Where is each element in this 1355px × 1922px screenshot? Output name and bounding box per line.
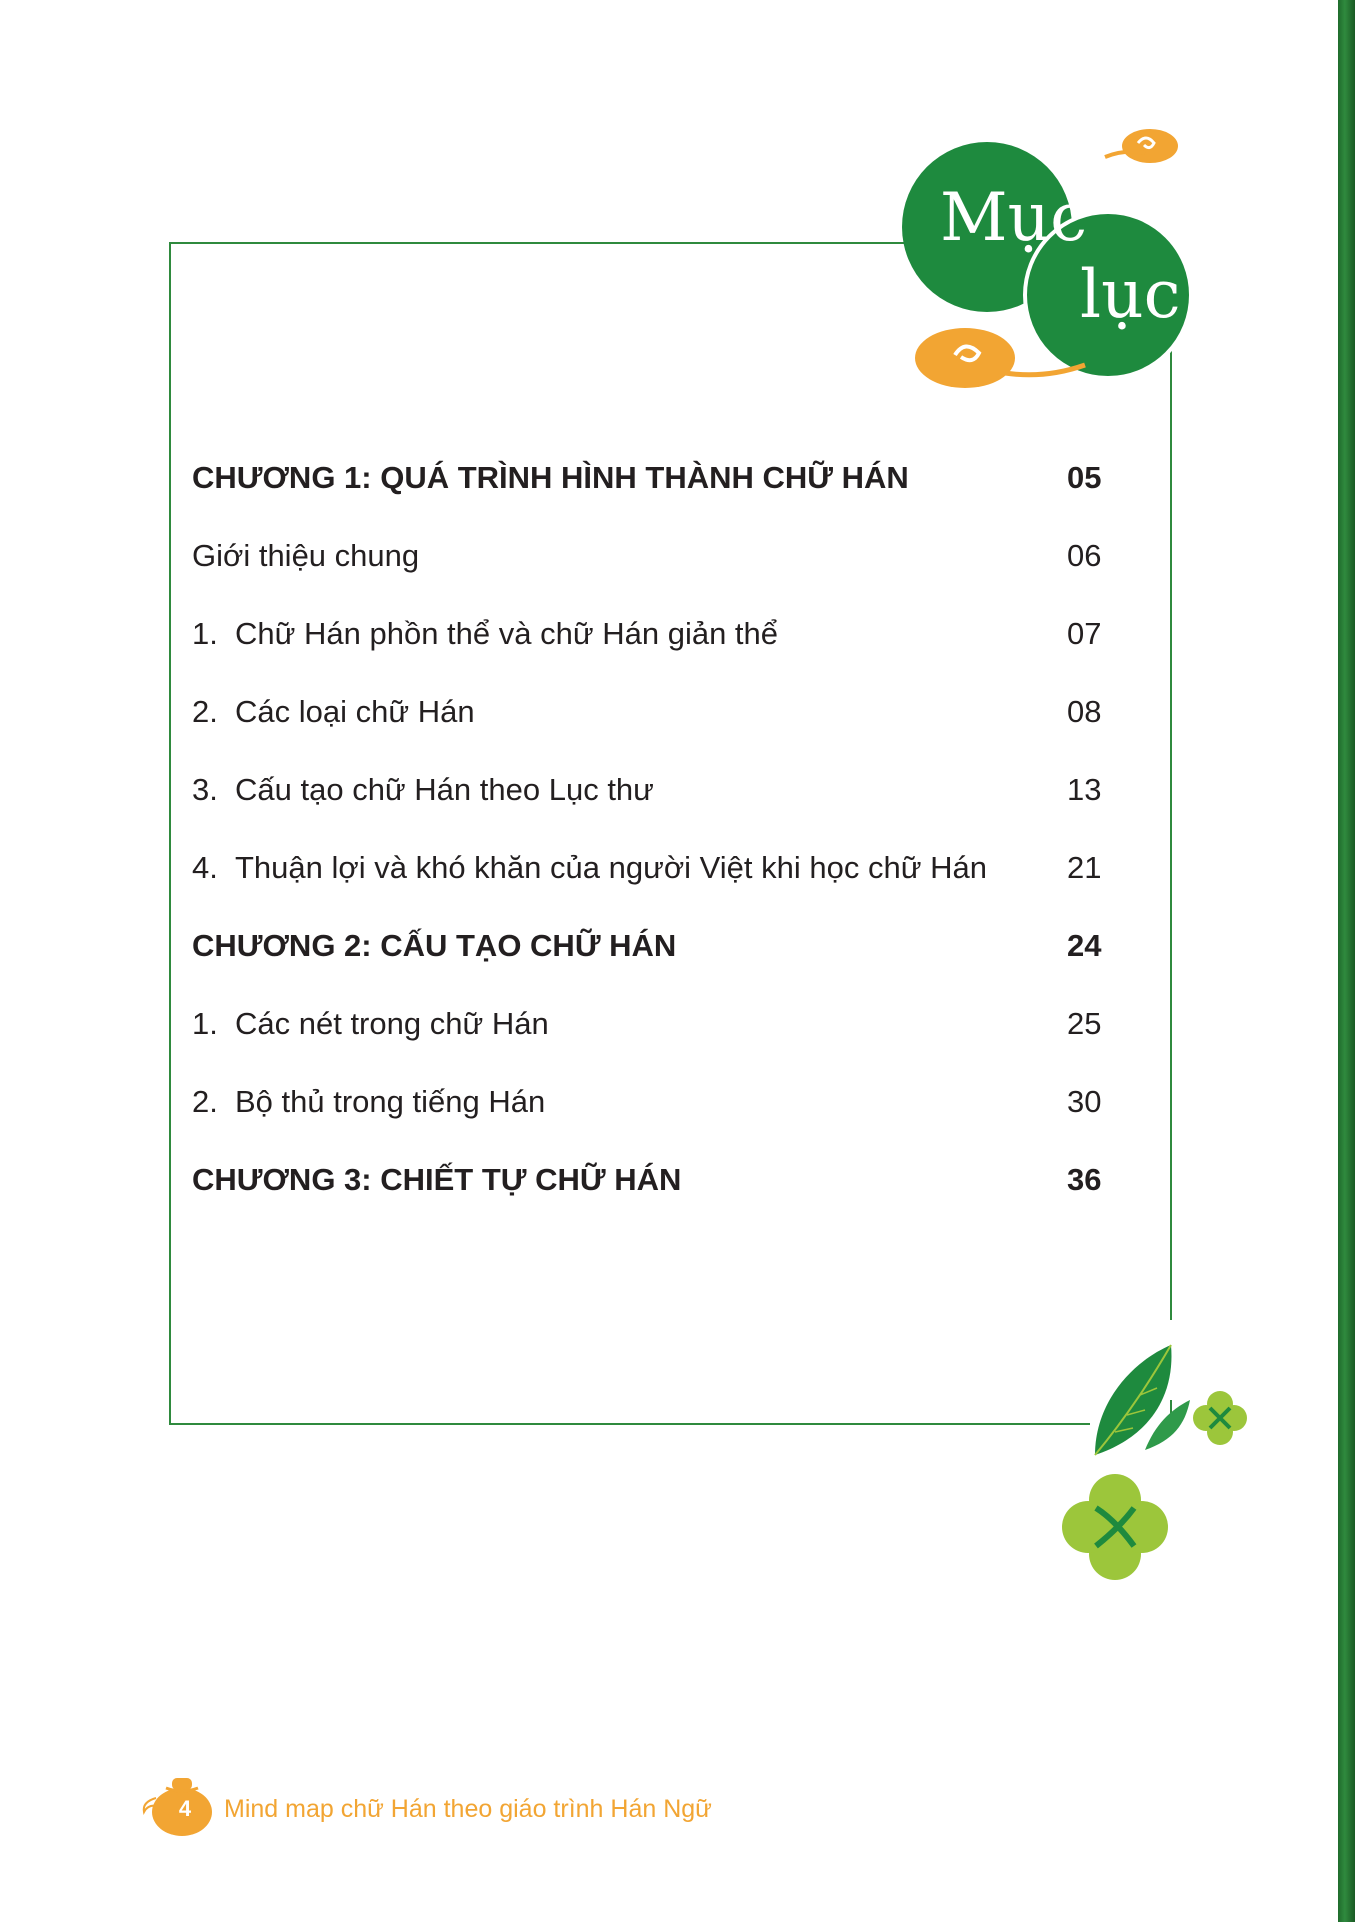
toc-item[interactable] (192, 682, 1117, 742)
toc-page: 36 (1067, 1162, 1102, 1197)
toc-page: 24 (1067, 928, 1102, 963)
toc-page: 08 (1067, 694, 1102, 729)
toc-label: CHƯƠNG 2: CẤU TẠO CHỮ HÁN (192, 928, 677, 963)
page-title-word-1: Mục (940, 179, 1088, 256)
page-title-word-2: lục (1080, 256, 1181, 333)
toc-page: 07 (1067, 616, 1102, 651)
book-title: Mind map chữ Hán theo giáo trình Hán Ngữ (224, 1795, 712, 1823)
toc-page: 21 (1067, 850, 1102, 885)
toc-label: Thuận lợi và khó khăn của người Việt khi học chữ Hán (235, 850, 987, 885)
toc-chapter[interactable] (192, 916, 1117, 976)
toc-label: Các nét trong chữ Hán (235, 1006, 549, 1041)
toc-item[interactable] (192, 760, 1117, 820)
toc-label: CHƯƠNG 1: QUÁ TRÌNH HÌNH THÀNH CHỮ HÁN (192, 460, 909, 495)
clover-icon (1190, 1388, 1250, 1448)
toc-label: Chữ Hán phồn thể và chữ Hán giản thể (235, 616, 779, 651)
toc-number: 3. (192, 772, 218, 807)
toc-label: Các loại chữ Hán (235, 694, 475, 729)
toc-chapter[interactable] (192, 1150, 1117, 1210)
toc-item[interactable] (192, 994, 1117, 1054)
page-edge-strip (1338, 0, 1355, 1922)
toc-label: Bộ thủ trong tiếng Hán (235, 1084, 546, 1119)
toc-page: 06 (1067, 538, 1102, 573)
toc-page: 05 (1067, 460, 1102, 495)
toc-page: 30 (1067, 1084, 1102, 1119)
cloud-icon (1105, 129, 1178, 163)
toc-number: 4. (192, 850, 218, 885)
clover-icon (1058, 1470, 1172, 1584)
toc-number: 2. (192, 1084, 218, 1119)
toc-item[interactable] (192, 604, 1117, 664)
toc-page: 13 (1067, 772, 1102, 807)
toc-page: 25 (1067, 1006, 1102, 1041)
toc-frame (169, 242, 1172, 1425)
toc-item[interactable] (192, 1072, 1117, 1132)
toc-item[interactable] (192, 838, 1117, 898)
toc-label: Cấu tạo chữ Hán theo Lục thư (235, 772, 654, 807)
toc-chapter[interactable] (192, 448, 1117, 508)
toc-number: 1. (192, 616, 218, 651)
toc-number: 1. (192, 1006, 218, 1041)
page-number: 4 (178, 1796, 192, 1821)
toc-item[interactable] (192, 526, 1117, 586)
leaf-icon (1085, 1340, 1195, 1460)
toc-label: Giới thiệu chung (192, 538, 420, 573)
toc-number: 2. (192, 694, 218, 729)
toc-label: CHƯƠNG 3: CHIẾT TỰ CHỮ HÁN (192, 1162, 682, 1197)
